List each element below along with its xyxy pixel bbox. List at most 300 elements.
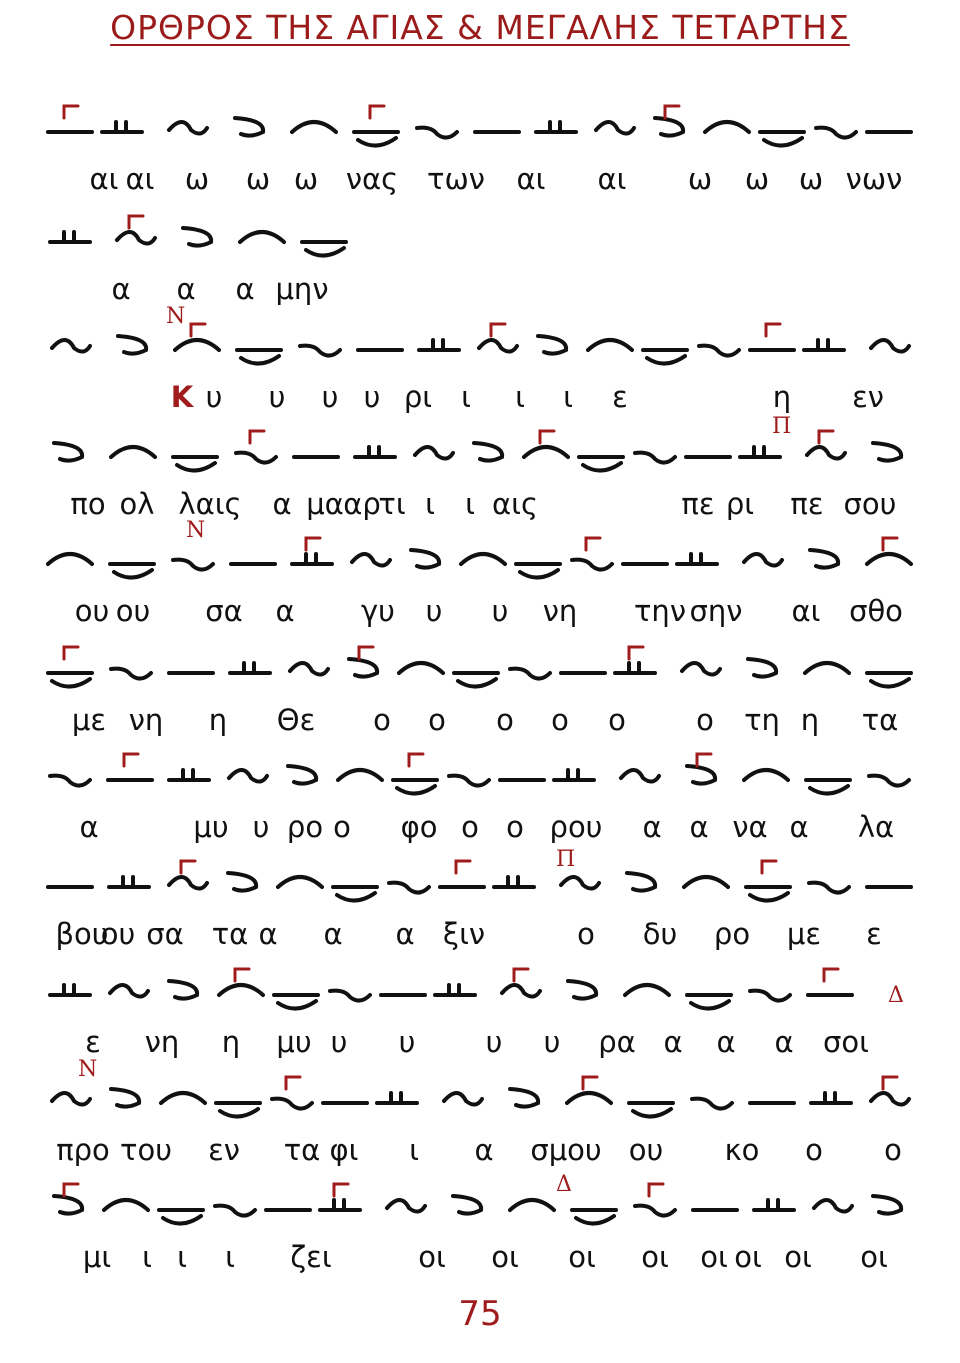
lyric-syllable: ρο	[286, 810, 324, 844]
lyric-syllable: ι	[409, 1133, 419, 1167]
lyric-syllable: ρι	[725, 487, 755, 521]
lyric-syllable: ο	[461, 810, 479, 844]
martyria-sign	[409, 754, 423, 766]
lyric-syllable: των	[427, 162, 485, 196]
neume-sign	[169, 122, 207, 134]
neume-sign	[746, 887, 790, 901]
neume-sign	[320, 1200, 360, 1210]
neume-drawing	[0, 963, 960, 1033]
neume-sign	[740, 447, 780, 457]
lyric-syllable: αι	[516, 162, 546, 196]
lyric-syllable: τα	[283, 1133, 321, 1167]
neume-sign	[807, 447, 845, 459]
neume-drawing	[0, 100, 960, 170]
lyric-syllable: τι	[378, 487, 406, 521]
lyric-syllable: τη	[744, 703, 780, 737]
neume-sign	[169, 981, 197, 999]
lyric-syllable: ο	[805, 1133, 823, 1167]
martyria-sign	[586, 538, 600, 550]
neume-sign	[290, 663, 328, 675]
martyria-sign	[359, 647, 373, 659]
neume-row	[0, 855, 960, 925]
neume-sign	[449, 776, 489, 786]
lyric-syllable: α	[395, 917, 415, 951]
lyric-syllable: πε	[681, 487, 715, 521]
neume-sign	[588, 340, 632, 350]
lyrics-row	[0, 1133, 960, 1173]
lyric-syllable: ι	[225, 1240, 235, 1274]
neume-row	[0, 532, 960, 602]
martyria-sign	[456, 861, 470, 873]
red-mark: Δ	[888, 983, 904, 1008]
lyric-syllable: σα	[146, 917, 184, 951]
lyric-syllable: ου	[74, 594, 110, 628]
lyric-syllable: α	[258, 917, 278, 951]
lyric-syllable: Θε	[276, 703, 316, 737]
neume-drawing	[0, 748, 960, 818]
neume-sign	[352, 554, 390, 566]
lyrics-row	[0, 380, 960, 420]
lyric-syllable: ι	[563, 380, 573, 414]
neume-sign	[748, 659, 776, 677]
lyric-syllable: ο	[496, 703, 514, 737]
neume-sign	[292, 122, 336, 132]
martyria-sign	[883, 538, 897, 550]
red-mark: Δ	[556, 1172, 572, 1197]
lyric-syllable: α	[689, 810, 709, 844]
neume-sign	[236, 453, 276, 463]
neume-sign	[415, 447, 453, 459]
neume-sign	[684, 877, 728, 887]
neume-sign	[596, 122, 634, 134]
neume-sign	[110, 564, 154, 578]
neume-sign	[229, 770, 267, 782]
lyric-syllable: οι	[860, 1240, 888, 1274]
neume-sign	[682, 663, 720, 675]
lyric-syllable: πε	[790, 487, 824, 521]
martyria-sign	[819, 431, 833, 443]
lyric-syllable: νη	[128, 703, 164, 737]
neume-sign	[109, 877, 149, 887]
lyric-syllable: σμου	[530, 1133, 602, 1167]
neume-sign	[635, 1206, 675, 1216]
neume-sign	[750, 991, 790, 1001]
lyric-syllable: α	[789, 810, 809, 844]
lyric-syllable: αρ	[343, 487, 381, 521]
neume-sign	[302, 242, 346, 256]
neume-sign	[117, 232, 155, 244]
lyric-syllable: ο	[506, 810, 524, 844]
martyria-sign	[191, 324, 205, 336]
lyric-syllable: αι	[791, 594, 821, 628]
neume-sign	[655, 118, 683, 136]
neume-sign	[444, 1093, 482, 1105]
neume-drawing	[0, 1178, 960, 1248]
neume-sign	[510, 669, 550, 679]
lyrics-row	[0, 810, 960, 850]
neume-row	[0, 963, 960, 1033]
neume-sign	[687, 995, 731, 1009]
neume-sign	[629, 1103, 673, 1117]
neume-row	[0, 1071, 960, 1141]
neume-sign	[417, 128, 457, 138]
martyria-sign	[762, 861, 776, 873]
lyric-syllable: οι	[491, 1240, 519, 1274]
martyria-sign	[64, 647, 78, 659]
martyria-sign	[250, 431, 264, 443]
martyria-sign	[334, 1184, 348, 1196]
lyric-syllable: υ	[205, 380, 223, 414]
neume-sign	[52, 340, 90, 352]
neume-sign	[760, 132, 804, 146]
lyric-syllable: ι	[142, 1240, 152, 1274]
lyric-syllable: νας	[345, 162, 399, 196]
neume-sign	[744, 770, 788, 780]
neume-sign	[510, 1200, 554, 1210]
martyria-sign	[370, 106, 384, 118]
lyric-syllable: υ	[268, 380, 286, 414]
lyric-syllable: α	[176, 272, 196, 306]
neume-sign	[705, 122, 749, 132]
neume-sign	[278, 877, 322, 887]
lyric-syllable: οι	[568, 1240, 596, 1274]
neume-sign	[814, 1200, 852, 1212]
lyric-syllable: α	[275, 594, 295, 628]
neume-sign	[810, 550, 838, 568]
neume-sign	[333, 887, 377, 901]
lyric-syllable: ω	[245, 162, 271, 196]
neume-sign	[579, 457, 623, 471]
martyria-sign	[181, 861, 195, 873]
neume-sign	[54, 1196, 82, 1214]
lyric-syllable: αι	[597, 162, 627, 196]
lyric-syllable: ω	[744, 162, 770, 196]
neume-sign	[292, 554, 332, 564]
neume-sign	[454, 673, 498, 687]
lyric-syllable: ω	[798, 162, 824, 196]
music-line	[0, 318, 960, 426]
lyrics-row	[0, 272, 960, 312]
lyric-syllable: α	[235, 272, 255, 306]
lyric-syllable: ζει	[290, 1240, 332, 1274]
music-line	[0, 425, 960, 533]
neume-sign	[453, 1196, 481, 1214]
neume-sign	[175, 340, 219, 350]
neume-drawing	[0, 641, 960, 711]
lyric-syllable: οι	[418, 1240, 446, 1274]
neume-row	[0, 641, 960, 711]
neume-row	[0, 100, 960, 170]
neume-sign	[389, 883, 429, 893]
lyric-syllable: ω	[184, 162, 210, 196]
neume-sign	[169, 877, 207, 889]
neume-sign	[869, 776, 909, 786]
martyria-sign	[883, 1077, 897, 1089]
neume-sign	[50, 776, 90, 786]
neume-sign	[230, 663, 270, 673]
neume-sign	[216, 1103, 260, 1117]
neume-sign	[54, 443, 82, 461]
lyric-syllable: υ	[425, 594, 443, 628]
lyric-syllable: νων	[845, 162, 903, 196]
lyrics-row	[0, 1025, 960, 1065]
neume-sign	[754, 1200, 794, 1210]
neume-sign	[173, 457, 217, 471]
neume-sign	[419, 340, 459, 350]
neume-sign	[572, 1210, 616, 1224]
neume-sign	[48, 554, 92, 564]
lyric-syllable: κο	[724, 1133, 760, 1167]
lyric-syllable: αις	[492, 487, 538, 521]
lyric-syllable: ρου	[549, 810, 603, 844]
neume-sign	[399, 663, 443, 673]
page-number: 75	[458, 1294, 502, 1334]
music-line	[0, 100, 960, 208]
lyric-syllable: με	[71, 703, 107, 737]
neume-sign	[692, 1099, 732, 1109]
martyria-sign	[649, 1184, 663, 1196]
neume-drawing	[0, 210, 960, 280]
lyric-syllable: υ	[363, 380, 381, 414]
lyric-syllable: ω	[687, 162, 713, 196]
martyria-sign	[306, 538, 320, 550]
neume-sign	[102, 122, 142, 132]
music-line	[0, 532, 960, 640]
lyric-syllable: α	[716, 1025, 736, 1059]
lyric-syllable: ο	[577, 917, 595, 951]
lyric-syllable: α	[642, 810, 662, 844]
lyric-syllable: πο	[70, 487, 106, 521]
red-mark: Ν	[78, 1057, 98, 1082]
lyric-syllable: τα	[211, 917, 249, 951]
neume-sign	[867, 554, 911, 564]
neume-sign	[804, 340, 844, 350]
lyric-syllable: η	[221, 1025, 241, 1059]
neume-sign	[643, 350, 687, 364]
neume-sign	[625, 985, 669, 995]
neume-sign	[393, 780, 437, 794]
lyric-syllable: να	[732, 810, 768, 844]
neume-sign	[871, 340, 909, 352]
neume-sign	[516, 564, 560, 578]
lyric-syllable: ι	[425, 487, 435, 521]
neume-row	[0, 1178, 960, 1248]
lyric-syllable: υ	[543, 1025, 561, 1059]
neume-sign	[161, 1093, 205, 1103]
neume-sign	[744, 554, 782, 566]
neume-sign	[627, 873, 655, 891]
neume-sign	[502, 985, 540, 997]
lyric-syllable: α	[79, 810, 99, 844]
lyric-syllable: δυ	[642, 917, 678, 951]
neume-sign	[536, 122, 576, 132]
lyric-syllable: λαις	[178, 487, 242, 521]
neume-sign	[554, 770, 594, 780]
lyric-syllable: ι	[465, 487, 475, 521]
martyria-sign	[766, 324, 780, 336]
neume-sign	[228, 873, 256, 891]
neume-sign	[510, 1089, 538, 1107]
neume-sign	[159, 1210, 203, 1224]
lyric-syllable: ου	[115, 594, 151, 628]
neume-sign	[474, 443, 502, 461]
lyric-syllable: αι	[89, 162, 119, 196]
lyric-syllable: υ	[321, 380, 339, 414]
neume-sign	[677, 554, 717, 564]
lyric-syllable: η	[800, 703, 820, 737]
lyric-syllable: α	[111, 272, 131, 306]
music-line	[0, 748, 960, 856]
lyric-syllable: υ	[491, 594, 509, 628]
music-line	[0, 1178, 960, 1286]
neume-row	[0, 425, 960, 495]
neume-sign	[461, 554, 505, 564]
neume-sign	[479, 340, 517, 352]
lyric-syllable: ου	[628, 1133, 664, 1167]
neume-sign	[809, 883, 849, 893]
neume-sign	[173, 560, 213, 570]
music-line	[0, 1071, 960, 1179]
neume-sign	[330, 991, 370, 1001]
martyria-sign	[124, 754, 138, 766]
lyric-syllable: γυ	[361, 594, 395, 628]
lyric-syllable: α	[474, 1133, 494, 1167]
lyric-syllable: βου	[55, 917, 109, 951]
martyria-sign	[665, 106, 679, 118]
lyrics-row	[0, 917, 960, 957]
lyric-syllable: σθο	[849, 594, 903, 628]
lyric-syllable: ξιν	[442, 917, 486, 951]
neume-sign	[50, 232, 90, 242]
music-line	[0, 963, 960, 1071]
neume-sign	[805, 663, 849, 673]
lyric-syllable: τα	[861, 703, 899, 737]
lyric-syllable: σοι	[823, 1025, 869, 1059]
lyric-syllable: ο	[884, 1133, 902, 1167]
lyric-syllable: ε	[866, 917, 882, 951]
music-line	[0, 641, 960, 749]
neume-sign	[567, 1093, 611, 1103]
neume-sign	[687, 766, 715, 784]
lyrics-row	[0, 487, 960, 527]
neume-sign	[272, 1099, 312, 1109]
lyric-syllable: α	[323, 917, 343, 951]
lyric-syllable: εν	[852, 380, 884, 414]
neume-sign	[435, 985, 475, 995]
lyric-syllable: μα	[306, 487, 344, 521]
neume-sign	[110, 985, 148, 997]
martyria-sign	[491, 324, 505, 336]
lyric-syllable: μυ	[193, 810, 229, 844]
lyric-syllable: μην	[275, 272, 329, 306]
martyria-sign	[514, 969, 528, 981]
neume-sign	[111, 447, 155, 457]
neume-sign	[354, 132, 398, 146]
martyria-sign	[583, 1077, 597, 1089]
lyric-syllable: ο	[696, 703, 714, 737]
music-line	[0, 855, 960, 963]
lyric-syllable: ο	[373, 703, 391, 737]
neume-sign	[240, 232, 284, 242]
lyric-syllable: του	[120, 1133, 172, 1167]
neume-sign	[494, 877, 534, 887]
neume-drawing	[0, 532, 960, 602]
lyric-syllable: υ	[330, 1025, 348, 1059]
neume-sign	[288, 766, 316, 784]
lyric-syllable: νη	[144, 1025, 180, 1059]
martyria-sign	[824, 969, 838, 981]
neume-sign	[338, 770, 382, 780]
neume-sign	[411, 550, 439, 568]
neume-sign	[635, 453, 675, 463]
lyric-syllable: ι	[515, 380, 525, 414]
neume-sign	[183, 228, 211, 246]
red-mark: Π	[556, 847, 576, 872]
neume-sign	[169, 770, 209, 780]
lyric-syllable: οι	[784, 1240, 812, 1274]
lyric-syllable: Κ	[170, 380, 194, 414]
lyric-syllable: νη	[542, 594, 578, 628]
lyric-syllable: ι	[461, 380, 471, 414]
lyrics-row	[0, 703, 960, 743]
martyria-sign	[286, 1077, 300, 1089]
lyric-syllable: υ	[398, 1025, 416, 1059]
lyric-syllable: α	[272, 487, 292, 521]
lyric-syllable: α	[774, 1025, 794, 1059]
lyric-syllable: φο	[400, 810, 438, 844]
lyric-syllable: ε	[612, 380, 628, 414]
lyric-syllable: οι	[641, 1240, 669, 1274]
lyric-syllable: με	[786, 917, 822, 951]
neume-sign	[111, 669, 151, 679]
neume-sign	[118, 336, 146, 354]
neume-drawing	[0, 425, 960, 495]
neume-sign	[52, 1093, 90, 1105]
neume-sign	[48, 673, 92, 687]
neume-sign	[873, 1196, 901, 1214]
lyric-syllable: ω	[293, 162, 319, 196]
lyric-syllable: ρι	[403, 380, 433, 414]
neume-sign	[538, 336, 566, 354]
lyric-syllable: φι	[329, 1133, 359, 1167]
neume-sign	[806, 780, 850, 794]
neume-drawing	[0, 855, 960, 925]
lyric-syllable: οι	[734, 1240, 762, 1274]
neume-sign	[621, 770, 659, 782]
lyrics-row	[0, 162, 960, 202]
martyria-sign	[235, 969, 249, 981]
lyric-syllable: προ	[56, 1133, 110, 1167]
lyric-syllable: σου	[843, 487, 897, 521]
lyric-syllable: εν	[208, 1133, 240, 1167]
neume-sign	[699, 346, 739, 356]
lyric-syllable: μι	[82, 1240, 112, 1274]
neume-drawing	[0, 1071, 960, 1141]
neume-sign	[873, 443, 901, 461]
neume-sign	[615, 663, 655, 673]
red-mark: Ν	[166, 304, 186, 329]
neume-row	[0, 318, 960, 388]
neume-row	[0, 210, 960, 280]
lyric-syllable: ε	[85, 1025, 101, 1059]
neume-sign	[355, 447, 395, 457]
martyria-sign	[64, 106, 78, 118]
neume-sign	[349, 659, 377, 677]
lyric-syllable: ο	[608, 703, 626, 737]
neume-sign	[871, 1093, 909, 1105]
neume-sign	[219, 985, 263, 995]
neume-sign	[568, 981, 596, 999]
